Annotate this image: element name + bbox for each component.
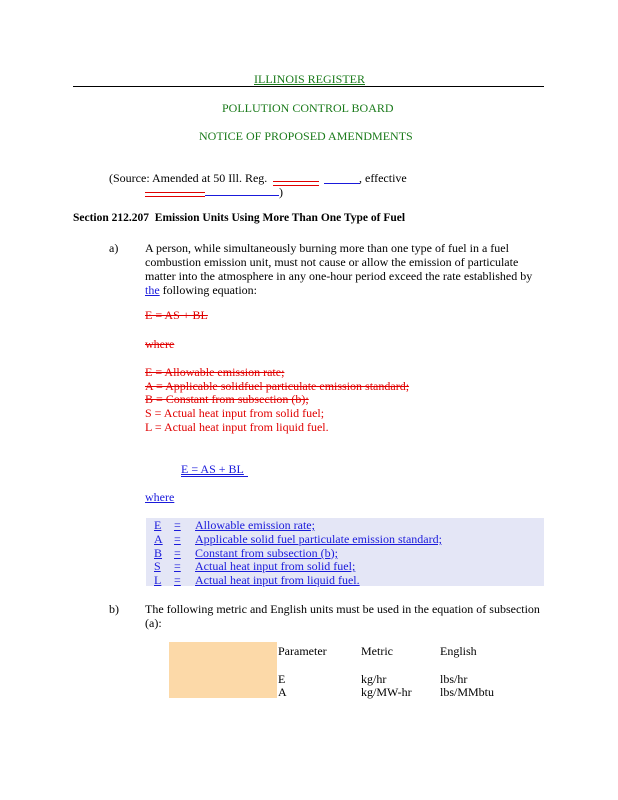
- new-def-eq-a: =: [174, 532, 181, 546]
- para-b-text: The following metric and English units must be used in the equation of subsection (a):: [145, 602, 540, 630]
- para-b-marker: b): [109, 602, 119, 616]
- def-s: S = Actual heat input from solid fuel;: [145, 406, 325, 420]
- source-effective: , effective: [359, 171, 407, 185]
- section-heading: [73, 212, 405, 224]
- deleted-def-e: E = Allowable emission rate;: [145, 365, 285, 379]
- source-prefix: (Source: Amended at 50 Ill. Reg.: [109, 171, 268, 185]
- new-def-eq-s: =: [174, 559, 181, 573]
- new-def-sym-s: S: [154, 559, 161, 573]
- para-a-marker: a): [109, 241, 119, 255]
- section-title: Emission Units Using More Than One Type of Fuel: [154, 212, 406, 224]
- def-l: L = Actual heat input from liquid fuel.: [145, 420, 329, 434]
- deleted-where: where: [145, 337, 175, 351]
- header-rule: [73, 86, 544, 87]
- deleted-def-a: A = Applicable solidfuel particulate emission standard;: [145, 379, 410, 393]
- units-header-parameter: Parameter: [278, 644, 327, 658]
- new-def-sym-e: E: [154, 518, 162, 532]
- units-row-a-param: A: [278, 685, 287, 699]
- board-title: POLLUTION CONTROL BOARD: [222, 101, 394, 115]
- new-def-eq-b: =: [174, 546, 181, 560]
- new-def-eq-l: =: [174, 573, 181, 587]
- units-table-highlight: [169, 642, 277, 698]
- new-def-text-a: Applicable solid fuel particulate emission standard;: [195, 532, 442, 546]
- notice-title: NOTICE OF PROPOSED AMENDMENTS: [199, 129, 413, 143]
- units-row-a-english: lbs/MMbtu: [440, 685, 495, 699]
- para-a-text: [145, 241, 540, 297]
- para-a-body: A person, while simultaneously burning more than one type of fuel in a fuel combustion emission unit, must not cause or allow the emission of particulate matter into the atmosphere in any one-hour period exceed the rate established by: [145, 241, 533, 283]
- units-row-e-param: E: [278, 672, 286, 686]
- para-a-end: following equation:: [159, 283, 257, 297]
- units-row-a-metric: kg/MW-hr: [361, 685, 412, 699]
- new-def-text-s: Actual heat input from solid fuel;: [195, 559, 356, 573]
- new-def-eq-e: =: [174, 518, 181, 532]
- source-inserted-date: [205, 195, 279, 196]
- section-number: Section 212.207: [73, 212, 150, 224]
- source-deleted-date: [145, 192, 205, 197]
- inserted-the: the: [145, 283, 160, 297]
- units-row-e-english: lbs/hr: [440, 672, 468, 686]
- new-def-text-e: Allowable emission rate;: [195, 518, 315, 532]
- new-def-sym-l: L: [154, 573, 162, 587]
- new-def-text-b: Constant from subsection (b);: [195, 546, 338, 560]
- source-close: ): [279, 185, 283, 199]
- new-def-sym-a: A: [154, 532, 163, 546]
- register-title: ILLINOIS REGISTER: [254, 72, 365, 86]
- units-header-metric: Metric: [361, 644, 393, 658]
- new-def-sym-b: B: [154, 546, 163, 560]
- source-inserted-volume: [324, 183, 360, 184]
- units-row-e-metric: kg/hr: [361, 672, 387, 686]
- new-def-text-l: Actual heat input from liquid fuel.: [195, 573, 360, 587]
- units-header-english: English: [440, 644, 477, 658]
- new-where: where: [145, 490, 175, 504]
- new-equation: E = AS + BL: [181, 462, 244, 476]
- deleted-equation: E = AS + BL: [145, 308, 208, 322]
- deleted-def-b: B = Constant from subsection (b);: [145, 392, 309, 406]
- new-equation-underline-ext: [181, 476, 248, 477]
